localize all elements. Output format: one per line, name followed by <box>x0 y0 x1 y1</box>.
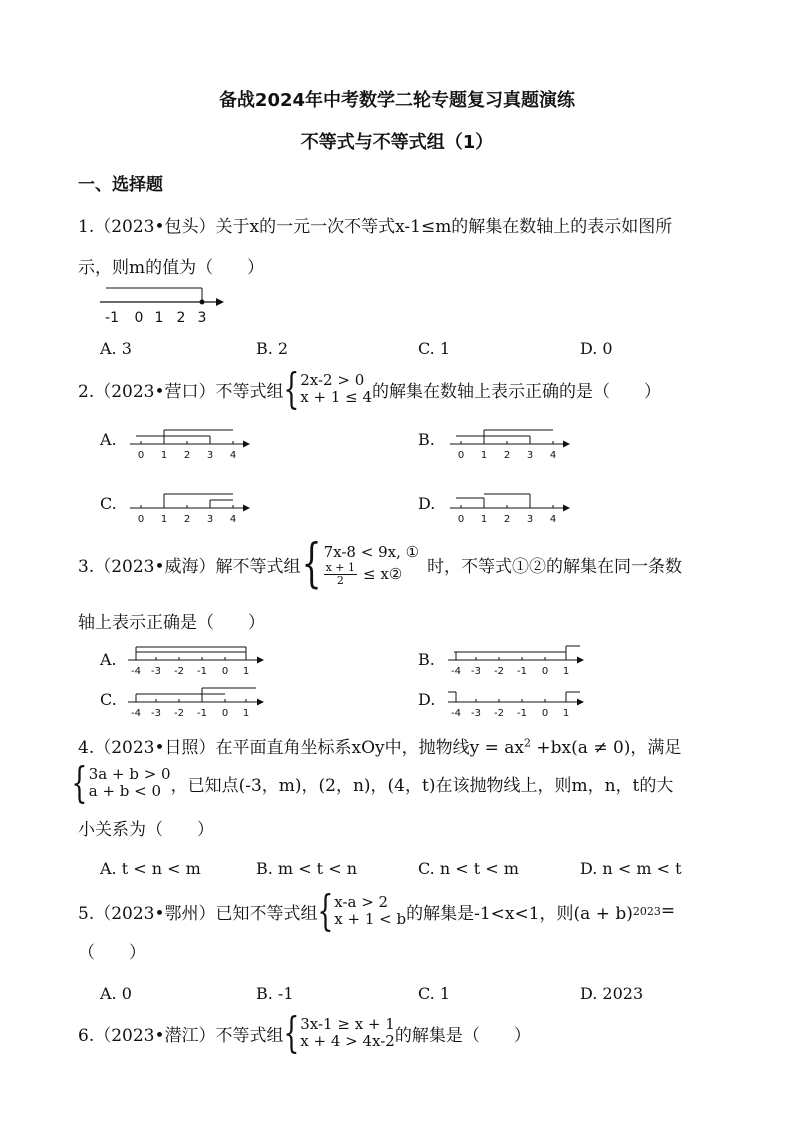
q2-A-axis-label: 3 <box>206 450 214 460</box>
q3-prefix: 3.（2023•威海）解不等式组 <box>78 556 301 577</box>
q5-text-line2: （ ） <box>78 943 146 963</box>
q4-option-b[interactable]: B. m < t < n <box>256 859 357 878</box>
q4-option-c[interactable]: C. n < t < m <box>418 859 519 878</box>
q3-C-axis-label: -3 <box>151 708 161 718</box>
q4-exponent: 2 <box>524 736 532 750</box>
arrow-icon <box>257 657 264 664</box>
q4-line1-a: 4.（2023•日照）在平面直角坐标系xOy中，抛物线y = ax <box>78 738 525 758</box>
q2-B-axis-label: 1 <box>480 450 488 460</box>
q2-prefix: 2.（2023•营口）不等式组 <box>78 381 284 402</box>
q2-option-a-number-line[interactable] <box>126 420 254 460</box>
q2-A-axis-label: 4 <box>229 450 237 460</box>
q2-D-axis-label: 3 <box>526 514 534 524</box>
q2-C-axis-label: 0 <box>137 514 145 524</box>
arrow-icon <box>563 441 570 448</box>
document-subtitle: 不等式与不等式组（1） <box>300 132 494 153</box>
q3-D-axis-label: -4 <box>451 708 461 718</box>
q3-D-axis-label: -1 <box>517 708 527 718</box>
q2-C-axis-label: 3 <box>206 514 214 524</box>
q2-eq2: x + 1 ≤ 4 <box>300 388 373 406</box>
q3-D-axis-label: -2 <box>494 708 504 718</box>
q5-option-b[interactable]: B. -1 <box>256 984 294 1003</box>
q3-suffix: 时，不等式①②的解集在同一条数 <box>427 556 683 577</box>
q6-system <box>282 1008 395 1057</box>
q4-system <box>71 758 171 807</box>
q3-eq2-rest: ≤ x② <box>363 565 403 583</box>
q3-option-c-number-line[interactable] <box>124 680 268 718</box>
q1-axis-label: 3 <box>197 310 207 326</box>
q3-option-d-number-line[interactable] <box>444 680 588 718</box>
q2-option-d-number-line[interactable] <box>446 484 574 524</box>
q3-A-axis-label: 0 <box>221 666 229 676</box>
q2-B-axis-label: 4 <box>549 450 557 460</box>
section-heading: 一、选择题 <box>78 175 163 195</box>
q3-option-b-number-line[interactable] <box>444 638 588 676</box>
q6-prefix: 6.（2023•潜江）不等式组 <box>78 1025 284 1046</box>
q3-option-b-label[interactable]: B. <box>418 650 435 669</box>
q2-C-axis-label: 1 <box>160 514 168 524</box>
q5-end: = <box>660 901 676 921</box>
q6-eq1: 3x-1 ≥ x + 1 <box>300 1015 395 1033</box>
q5-option-c[interactable]: C. 1 <box>418 984 451 1003</box>
q1-number-line <box>96 283 230 327</box>
q4-eq2: a + b < 0 <box>88 782 162 800</box>
q3-A-axis-label: -4 <box>131 666 141 676</box>
q2-option-b-label[interactable]: B. <box>418 430 435 449</box>
q3-system <box>301 534 420 594</box>
q1-option-c[interactable]: C. 1 <box>418 339 451 358</box>
q3-A-axis-label: -2 <box>174 666 184 676</box>
q2-A-axis-label: 0 <box>137 450 145 460</box>
left-brace-icon: { <box>282 364 299 413</box>
q3-B-axis-label: -2 <box>494 666 504 676</box>
q2-system <box>282 364 373 413</box>
q4-eq1: 3a + b > 0 <box>88 765 171 783</box>
q2-B-axis-label: 3 <box>526 450 534 460</box>
q3-B-axis-label: 0 <box>541 666 549 676</box>
q3-B-axis-label: -4 <box>451 666 461 676</box>
arrow-icon <box>577 657 584 664</box>
q1-axis-label: -1 <box>105 310 119 326</box>
left-brace-icon: { <box>282 1008 299 1057</box>
arrow-icon <box>243 441 250 448</box>
q2-eq1: 2x-2 > 0 <box>300 371 365 389</box>
q3-D-axis-label: 1 <box>562 708 570 718</box>
q1-text-line1: 1.（2023•包头）关于x的一元一次不等式x-1≤m的解集在数轴上的表示如图所 <box>78 217 673 237</box>
q5-option-a[interactable]: A. 0 <box>100 984 132 1003</box>
q5-text <box>78 886 676 935</box>
q1-option-d[interactable]: D. 0 <box>580 339 613 358</box>
q3-C-axis-label: 1 <box>242 708 250 718</box>
q2-D-axis-label: 1 <box>480 514 488 524</box>
q3-option-a-label[interactable]: A. <box>100 650 117 669</box>
arrow-icon <box>563 505 570 512</box>
q3-A-axis-label: -1 <box>197 666 207 676</box>
q5-prefix: 5.（2023•鄂州）已知不等式组 <box>78 903 318 924</box>
q2-D-axis-label: 0 <box>457 514 465 524</box>
q4-option-d[interactable]: D. n < m < t <box>580 859 682 878</box>
q5-eq1: x-a > 2 <box>334 893 389 911</box>
q2-C-axis-label: 4 <box>229 514 237 524</box>
q4-option-a[interactable]: A. t < n < m <box>100 859 201 878</box>
q1-axis-label: 0 <box>134 310 144 326</box>
q3-D-axis-label: 0 <box>541 708 549 718</box>
q3-B-axis-label: 1 <box>562 666 570 676</box>
q2-A-axis-label: 2 <box>183 450 191 460</box>
arrow-icon <box>577 699 584 706</box>
q3-C-axis-label: -4 <box>131 708 141 718</box>
arrow-icon <box>243 505 250 512</box>
q3-A-axis-label: 1 <box>242 666 250 676</box>
q2-C-axis-label: 2 <box>183 514 191 524</box>
q5-exponent: 2023 <box>632 904 661 918</box>
arrow-icon <box>257 699 264 706</box>
q3-C-axis-label: 0 <box>221 708 229 718</box>
q3-C-axis-label: -2 <box>174 708 184 718</box>
q3-B-axis-label: -3 <box>471 666 481 676</box>
q2-B-axis-label: 0 <box>457 450 465 460</box>
q2-A-axis-label: 1 <box>160 450 168 460</box>
left-brace-icon: { <box>301 534 321 594</box>
q3-frac-num: x + 1 <box>325 560 356 574</box>
q3-option-a-number-line[interactable] <box>124 638 268 676</box>
q4-line1-b: +bx(a ≠ 0)，满足 <box>531 738 682 758</box>
q3-text <box>78 534 683 594</box>
q4-text-line2 <box>71 758 674 807</box>
q3-A-axis-label: -3 <box>151 666 161 676</box>
q3-eq1: 7x-8 < 9x, ① <box>323 542 420 561</box>
left-brace-icon: { <box>316 886 333 935</box>
q2-option-c-label[interactable]: C. <box>100 494 117 513</box>
q6-text <box>78 1008 531 1057</box>
q2-option-c-number-line[interactable] <box>126 484 254 524</box>
q2-D-axis-label: 2 <box>503 514 511 524</box>
q4-line2: ，已知点(-3，m)，(2，n)，(4，t)在该抛物线上，则m，n，t的大 <box>170 775 674 796</box>
q3-B-axis-label: -1 <box>517 666 527 676</box>
q2-D-axis-label: 4 <box>549 514 557 524</box>
q3-option-c-label[interactable]: C. <box>100 690 117 709</box>
q4-text-line3: 小关系为（ ） <box>78 820 214 840</box>
q6-suffix: 的解集是（ ） <box>394 1025 531 1046</box>
q6-eq2: x + 4 > 4x-2 <box>300 1032 395 1050</box>
q2-suffix: 的解集在数轴上表示正确的是（ ） <box>372 381 662 402</box>
q5-eq2: x + 1 < b <box>334 910 407 928</box>
q2-option-b-number-line[interactable] <box>446 420 574 460</box>
q3-text-line2: 轴上表示正确是（ ） <box>78 613 265 633</box>
q2-option-a-label[interactable]: A. <box>100 430 117 449</box>
q1-axis-label: 1 <box>154 310 164 326</box>
q2-option-d-label[interactable]: D. <box>418 494 436 513</box>
left-brace-icon: { <box>71 758 88 807</box>
q1-option-b[interactable]: B. 2 <box>256 339 289 358</box>
q2-text <box>78 364 662 413</box>
q5-system <box>316 886 407 935</box>
q3-frac-den: 2 <box>336 573 344 587</box>
q2-B-axis-label: 2 <box>503 450 511 460</box>
q3-option-d-label[interactable]: D. <box>418 690 436 709</box>
q1-text-line2: 示，则m的值为（ ） <box>78 258 265 278</box>
q3-D-axis-label: -3 <box>471 708 481 718</box>
q3-C-axis-label: -1 <box>197 708 207 718</box>
document-title: 备战2024年中考数学二轮专题复习真题演练 <box>218 90 576 111</box>
q5-option-d[interactable]: D. 2023 <box>580 984 644 1003</box>
q4-text-line1 <box>78 733 681 758</box>
q1-axis-label: 2 <box>176 310 186 326</box>
q1-option-a[interactable]: A. 3 <box>100 339 132 358</box>
q5-mid: 的解集是-1<x<1，则(a + b) <box>406 903 633 924</box>
